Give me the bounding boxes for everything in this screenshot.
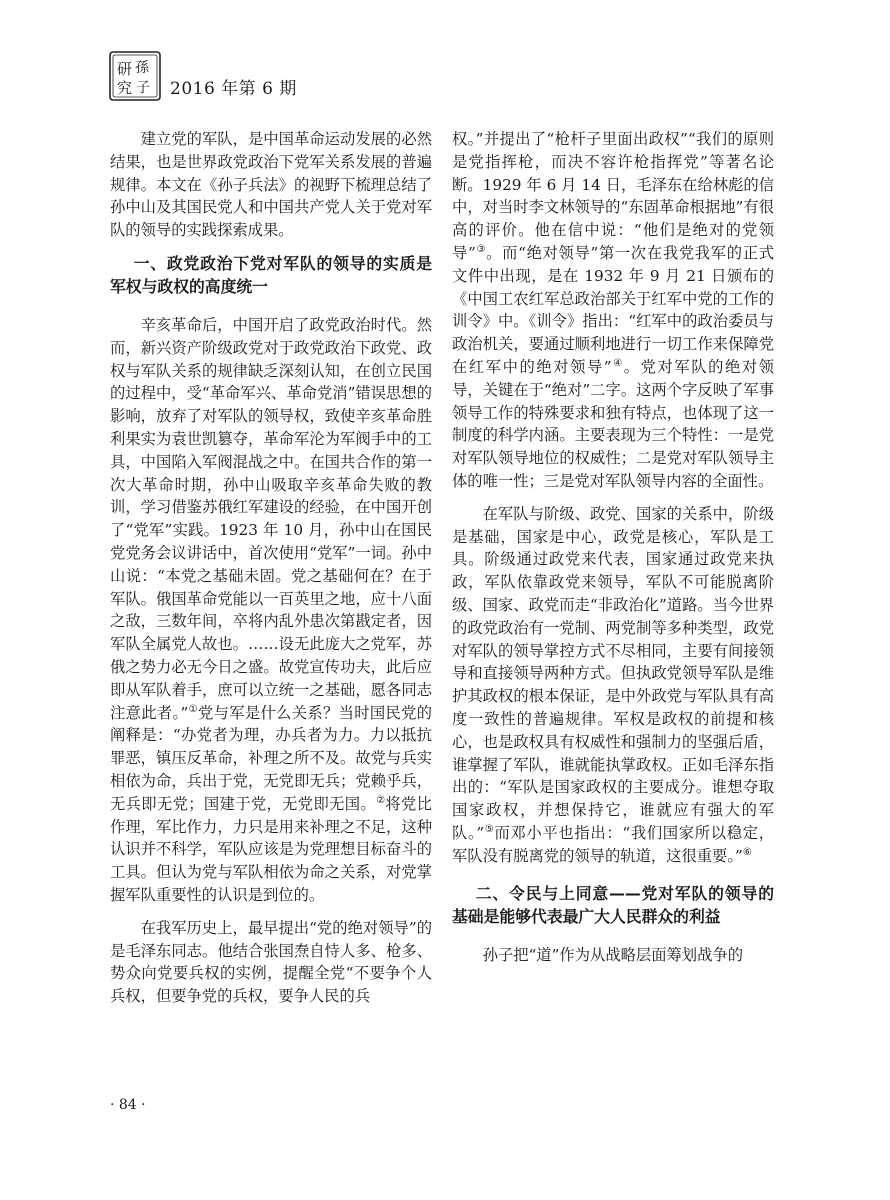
section-1-heading: 一、政党政治下党对军队的领导的实质是军权与政权的高度统一 [110, 253, 432, 296]
section-2-heading: 二、令民与上同意——党对军队的领导的基础是能够代表最广大人民群众的利益 [452, 883, 774, 926]
section-1-paragraph-2: 在我军历史上，最早提出“党的绝对领导”的是毛泽东同志。他结合张国焘自恃人多、枪多、势众向党要兵权的实例，提醒全党“不要争个人兵权，但要争党的兵权，要争人民的兵 [110, 918, 432, 1006]
svg-text:究: 究 [117, 79, 133, 97]
section-1-paragraph-1: 辛亥革命后，中国开启了政党政治时代。然而，新兴资产阶级政党对于政党政治下政党、政权与军队关系的规律缺乏深刻认知，在创立民国的过程中，受“革命军兴、革命党消”错误思想的影响，放弃了对军队的领导权，致使辛亥革命胜利果实为袁世凯篡夺，革命军沦为军阀手中的工具，中国陷入军阀混战之中。在国共合作的第一次大革命时期，孙中山吸取辛亥革命失败的教训，学习借鉴苏俄红军建设的经验，在中国开创了“党军”实践。1923 年 10 月，孙中山在国民党党务会议讲话中，首次使用“党军”一词。孙中山说：“本党之基础未固。党之基础何在？在于军队。俄国革命党能以一百英里之地，应十八面之敌，三数年间，卒将内乱外患次第戡定者，因军队全属党人故也。……设无此庞大之党军，苏俄之势力必无今日之盛。故党宣传功夫，此后应即从军队着手，庶可以立统一之基础，愿各同志注意此者。”①党与军是什么关系？当时国民党的阐释是：“办党者为理，办兵者为力。力以抵抗罪恶，镇压反革命，补理之所不及。故党与兵实相依为命，兵出于党，无党即无兵；党赖乎兵，无兵即无党；国建于党，无党即无国。②将党比作理，军比作力，力只是用来补理之不足，这种认识并不科学，军队应该是为党理想目标奋斗的工具。但认为党与军队相依为命之关系，对党掌握军队重要性的认识是到位的。 [110, 315, 432, 904]
right-column [452, 128, 774, 976]
intro-paragraph: 建立党的军队，是中国革命运动发展的必然结果，也是世界政党政治下党军关系发展的普遍规律。本文在《孙子兵法》的视野下梳理总结了孙中山及其国民党人和中国共产党人关于党对军队的领导的实践探索成果。 [110, 130, 432, 240]
section-1-paragraph-2-cont: 权。”并提出了“枪杆子里面出政权”“我们的原则是党指挥枪，而决不容许枪指挥党”等著名论断。1929 年 6 月 14 日，毛泽东在给林彪的信中，对当时李文林领导的“东固革命根据地”有很高的评价。他在信中说：“他们是绝对的党领导”③。而“绝对领导”第一次在我党我军的正式文件中出现，是在 1932 年 9 月 21 日颁布的《中国工农红军总政治部关于红军中党的工作的训令》中。《训令》指出：“红军中的政治委员与政治机关，要通过顺利地进行一切工作来保障党在红军中的绝对领导”④。党对军队的绝对领导，关键在于“绝对”二字。这两个字反映了军事领导工作的特殊要求和独有特点，也体现了这一制度的科学内涵。主要表现为三个特性：一是党对军队领导地位的权威性；二是党对军队领导主体的唯一性；三是党对军队领导内容的全面性。 [452, 130, 774, 490]
footnote-ref-3: ③ [475, 243, 487, 255]
journal-logo [108, 50, 162, 102]
section-1-paragraph-3: 在军队与阶级、政党、国家的关系中，阶级是基础，国家是中心，政党是核心，军队是工具。阶级通过政党来代表，国家通过政党来执政，军队依靠政党来领导，军队不可能脱离阶级、国家、政党而走“非政治化”道路。当今世界的政党政治有一党制、两党制等多种类型，政党对军队的领导掌控方式不尽相同，主要有间接领导和直接领导两种方式。但执政党领导军队是维护其政权的根本保证，是中外政党与军队具有高度一致性的普遍规律。军权是政权的前提和核心，也是政权具有权威性和强制力的坚强后盾，谁掌握了军队，谁就能执掌政权。正如毛泽东指出的：“军队是国家政权的主要成分。谁想夺取国家政权，并想保持它，谁就应有强大的军队。”⑤而邓小平也指出：“我们国家所以稳定，军队没有脱离党的领导的轨道，这很重要。”⑥ [452, 504, 775, 865]
svg-text:子: 子 [136, 80, 150, 96]
page-header [108, 50, 788, 110]
footnote-ref-5: ⑤ [484, 823, 495, 835]
footnote-ref-2: ② [376, 794, 386, 806]
footnote-ref-4: ④ [611, 357, 624, 369]
left-column [110, 128, 432, 1018]
svg-text:孫: 孫 [135, 60, 149, 76]
footnote-ref-6: ⑥ [742, 846, 752, 858]
page-number: · 84 · [110, 1097, 146, 1113]
section-2-paragraph-1: 孙子把“道”作为从战略层面筹划战争的 [482, 945, 743, 964]
svg-text:研: 研 [117, 60, 133, 78]
footnote-ref-1: ① [188, 703, 198, 715]
issue-label: 2016 年第 6 期 [170, 79, 297, 99]
